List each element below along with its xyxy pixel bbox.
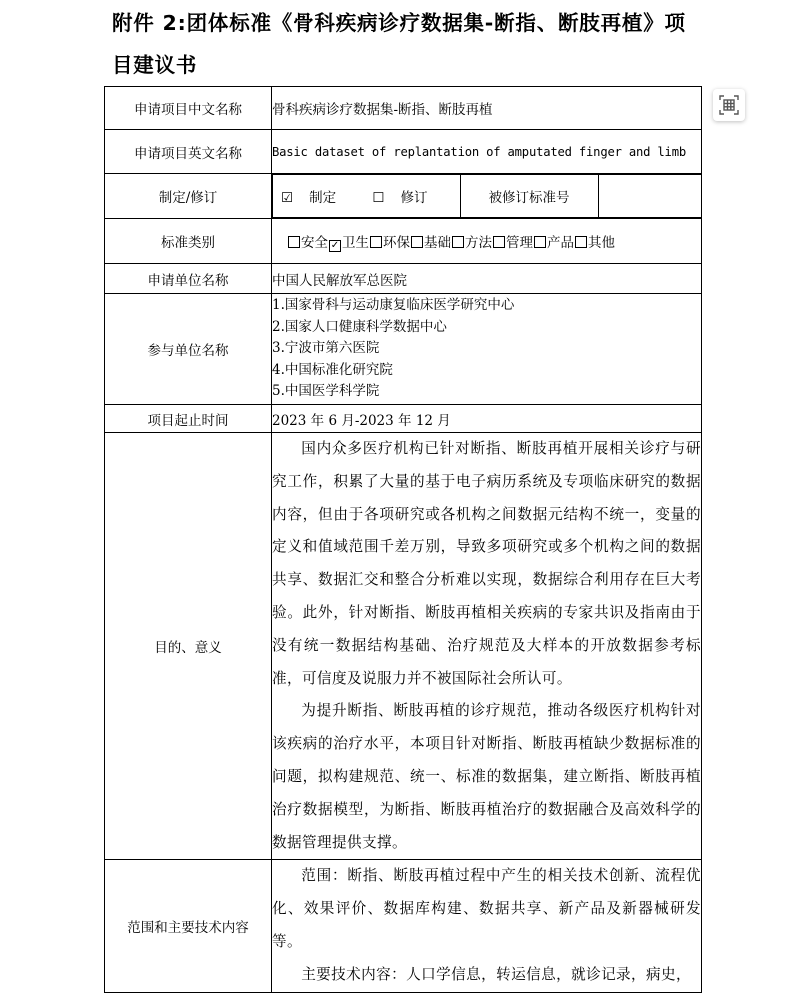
revised-std-label: 被修订标准号 [460, 175, 598, 218]
checkbox-checked-icon: ☑ [281, 190, 294, 206]
category-option[interactable] [288, 235, 328, 251]
purpose-paragraph: 为提升断指、断肢再植的诊疗规范，推动各级医疗机构针对该疾病的治疗水平，本项目针对断指、断肢再植缺少数据标准的问题，拟构建规范、统一、标准的数据集，建立断指、断肢再植治疗数据模型，为断指、断肢再植治疗的数据融合及高效科学的数据管理提供支撑。 [272, 702, 701, 851]
purpose-content [272, 433, 702, 860]
applicant-label: 申请单位名称 [105, 264, 272, 294]
checkbox-checked-icon: ✓ [330, 240, 340, 251]
revised-std-value[interactable] [598, 175, 701, 218]
en-name-label: 申请项目英文名称 [105, 130, 272, 174]
category-option[interactable] [370, 235, 410, 251]
purpose-paragraph: 国内众多医疗机构已针对断指、断肢再植开展相关诊疗与研究工作，积累了大量的基于电子病历系统及专项临床研究的数据内容，但由于各项研究或各机构之间数据元结构不统一，变量的定义和值域范围千差万别，导致多项研究或多个机构之间的数据共享、数据汇交和整合分析难以实现，数据综合利用存在巨大考验。此外，针对断指、断肢再植相关疾病的专家共识及指南由于没有统一数据结构基础、治疗规范及大样本的开放数据参考标准，可信度及说服力并不被国际社会所认可。 [272, 440, 701, 687]
category-options [272, 219, 702, 264]
category-option-label: 其他 [588, 235, 615, 251]
checkbox-unchecked-icon [411, 236, 423, 248]
option-establish[interactable] [281, 190, 352, 206]
category-option[interactable] [411, 235, 451, 251]
scope-content [272, 860, 702, 992]
row-revision [105, 174, 702, 219]
cn-name-label: 申请项目中文名称 [105, 87, 272, 130]
participant-item: 3.宁波市第六医院 [272, 340, 380, 357]
category-option-label: 卫生 [342, 235, 369, 251]
option-revise-label: 修订 [400, 190, 428, 206]
participant-item: 2.国家人口健康科学数据中心 [272, 318, 447, 335]
checkbox-unchecked-icon: ☐ [372, 190, 385, 206]
cn-name-value: 骨科疾病诊疗数据集-断指、断肢再植 [272, 87, 702, 130]
document-title [112, 2, 752, 86]
category-option[interactable] [493, 235, 533, 251]
option-establish-label: 制定 [309, 190, 337, 206]
proposal-form-table [104, 86, 702, 993]
period-value: 2023 年 6 月-2023 年 12 月 [272, 405, 702, 433]
row-participants [105, 294, 702, 405]
row-en-name [105, 130, 702, 174]
scope-paragraph: 范围：断指、断肢再植过程中产生的相关技术创新、流程优化、效果评价、数据库构建、数据共享、新产品及新器械研发等。 [272, 867, 701, 950]
en-name-value: Basic dataset of replantation of amputated finger and limb [272, 130, 702, 174]
revision-label: 制定/修订 [105, 174, 272, 219]
category-option[interactable] [534, 235, 574, 251]
row-applicant [105, 264, 702, 294]
applicant-value: 中国人民解放军总医院 [272, 264, 702, 294]
category-option-label: 安全 [301, 235, 328, 251]
row-purpose [105, 433, 702, 860]
checkbox-unchecked-icon [575, 236, 587, 248]
title-line-1: 附件 2:团体标准《骨科疾病诊疗数据集-断指、断肢再植》项 [112, 11, 686, 35]
checkbox-unchecked-icon [288, 236, 300, 248]
scan-icon [719, 95, 739, 115]
row-period [105, 405, 702, 433]
checkbox-unchecked-icon [370, 236, 382, 248]
title-line-2: 目建议书 [112, 53, 198, 77]
scope-label: 范围和主要技术内容 [105, 860, 272, 992]
category-option[interactable] [329, 235, 369, 251]
participant-item: 4.中国标准化研究院 [272, 361, 393, 378]
category-option-label: 管理 [506, 235, 533, 251]
category-label: 标准类别 [105, 219, 272, 264]
participant-item: 5.中国医学科学院 [272, 383, 380, 400]
category-option[interactable] [575, 235, 615, 251]
row-category [105, 219, 702, 264]
scan-button[interactable] [713, 89, 745, 121]
checkbox-unchecked-icon [493, 236, 505, 248]
period-label: 项目起止时间 [105, 405, 272, 433]
row-cn-name [105, 87, 702, 130]
revision-inner-table [272, 174, 701, 218]
option-revise[interactable] [372, 190, 443, 206]
category-option[interactable] [452, 235, 492, 251]
purpose-label: 目的、意义 [105, 433, 272, 860]
revision-cell [272, 174, 702, 219]
participant-item: 1.国家骨科与运动康复临床医学研究中心 [272, 297, 515, 314]
category-option-label: 环保 [383, 235, 410, 251]
row-scope [105, 860, 702, 992]
category-option-label: 产品 [547, 235, 574, 251]
checkbox-unchecked-icon [534, 236, 546, 248]
checkbox-unchecked-icon [452, 236, 464, 248]
scope-paragraph: 主要技术内容：人口学信息，转运信息，就诊记录，病史， [301, 965, 692, 983]
category-option-label: 基础 [424, 235, 451, 251]
revision-options [273, 175, 461, 218]
participants-label: 参与单位名称 [105, 294, 272, 405]
participants-list [272, 294, 702, 405]
category-option-label: 方法 [465, 235, 492, 251]
